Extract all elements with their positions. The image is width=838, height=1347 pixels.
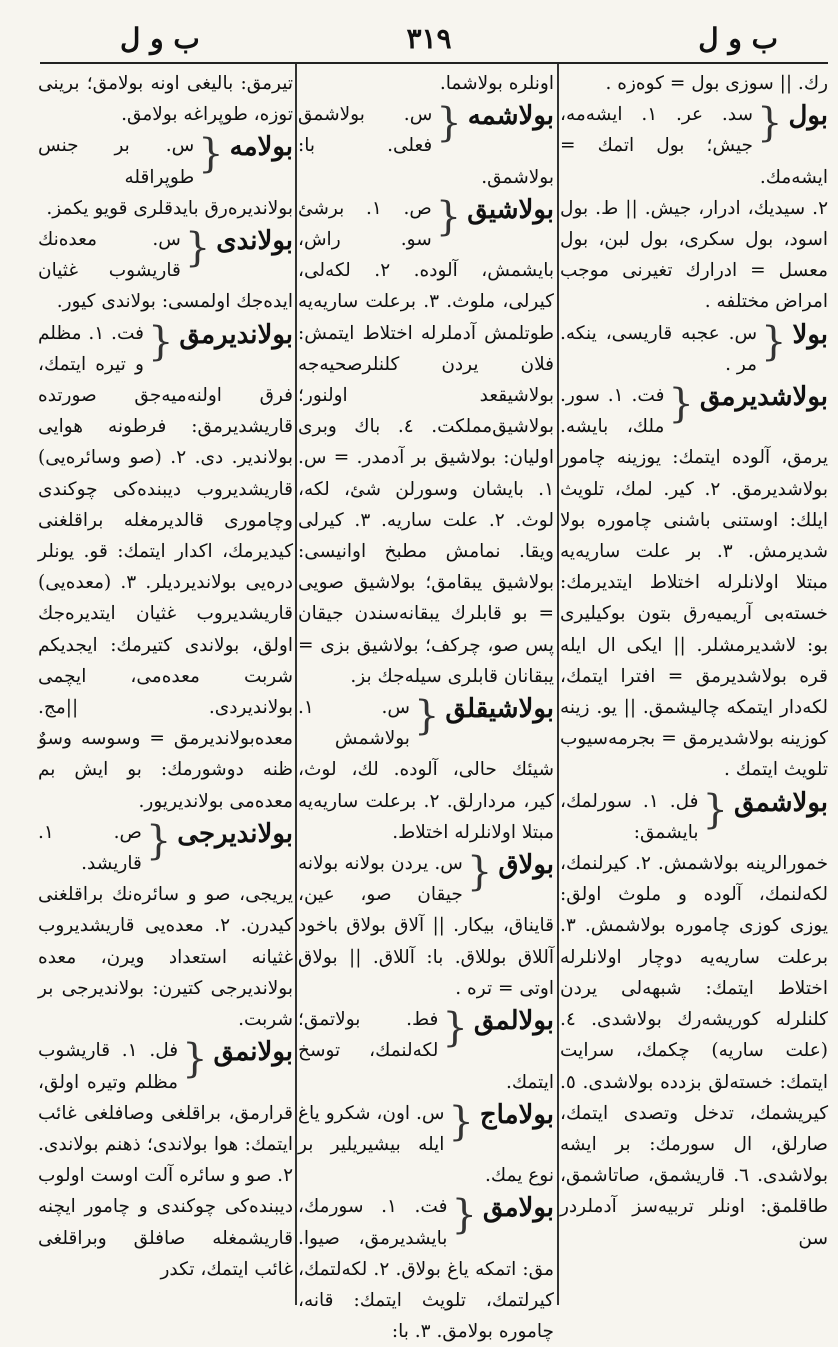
- dictionary-entry: [298, 68, 554, 99]
- header-right-letters: ب و ل: [698, 22, 778, 55]
- curly-brace-icon: {: [147, 318, 174, 365]
- entry-headword: بولاشمق: [734, 787, 828, 818]
- entry-headword: بولانديرمق: [179, 319, 293, 350]
- entry-headword: بولالمق: [473, 1006, 554, 1037]
- entry-definition: فت. ١. سور. ملك، بايشه. يرمق، آلوده ايتمك: يوزينه چامور بولاشديرمق. ٢. كير. لمك، تلويث ايلك: اوستنى باشنى چاموره بولا شديرمش. ٣. بر علت ساريه‌يه مبتلا اولانلرله اختلاط ايتديرمك: خسته‌بى آريميەرق بتون بوكيليرى بو: لاشديرمشلر. || ايكى ال ايله قره بولاشديرمق = افترا ايتمك، لكەدار ايتمكه چاليشمق. || يو. زينه كوزينه بولاشديرمق = بجرمه‌سيوب تلويث ايتمك .: [560, 385, 828, 781]
- curly-brace-icon: {: [435, 193, 462, 240]
- dictionary-entry: [38, 817, 293, 1035]
- dictionary-entry: [298, 1191, 554, 1347]
- entry-headword: بولانديرجى: [177, 818, 293, 849]
- dictionary-entry: [560, 380, 828, 786]
- dictionary-entry: [560, 786, 828, 1254]
- column-middle: [297, 68, 555, 1343]
- entry-definition: فل. ١. سورلمك، بايشمق: خمورالرينه بولاشمش. ٢. كيرلنمك، لكەلنمك، آلوده و ملوث اولق: يوزى كوزى چاموره بولاشمش. ٣. برعلت ساريه‌يه دوچار اولانلرله اختلاط ايتمك: شبهه‌لى يردن كلنلرله كوريشەرك بولاشدى. ٤. (علت ساريه) چكمك، سرايت ايتمك: خسته‌لق بزدده بولاشدى. ٥. كيريشمك، تدخل وتصدى ايتمك، صارلق، ال سورمك: بر ايشه بولاشدى. ٦. قاريشمق، صاتاشمق، طاقلمق: اونلر تربيه‌سز آدملردر سن: [560, 790, 828, 1249]
- entry-definition: رك. || سوزی بول = کوەزه .: [605, 73, 828, 94]
- column-divider-right: [557, 64, 559, 1305]
- entry-definition: ص. ١. قاريشد. يريجى، صو و سائره‌نك براقلغنى كيدرن. ٢. معده‌يى قاريشديروب غثيانه استعداد ويرن، معده بولانديرجى كتيرن: بولانديرجى بر شربت.: [38, 821, 293, 1031]
- dictionary-entry: [38, 68, 293, 130]
- dictionary-entry: [298, 848, 554, 1004]
- entry-headword: بولاشيقلق: [445, 694, 554, 725]
- curly-brace-icon: {: [145, 817, 172, 864]
- entry-headword: بولاماج: [479, 1099, 554, 1130]
- curly-brace-icon: {: [442, 1005, 468, 1052]
- curly-brace-icon: {: [451, 1192, 477, 1239]
- page-number: ٣١٩: [406, 22, 452, 55]
- entry-definition: سد. عر. ١. ايشەمه، جيش؛ بول اتمك = ايشەمك.: [560, 104, 828, 188]
- dictionary-entry: [560, 318, 828, 380]
- entry-headword: بولاق: [498, 850, 554, 881]
- entry-definition: س. اون، شكرو ياغ ايله بيشيريلير بر نوع يمك.: [297, 1102, 554, 1187]
- header-rule: [40, 62, 828, 64]
- entry-definition: اونلره بولاشما.: [439, 73, 554, 94]
- dictionary-entry: [38, 224, 293, 318]
- entry-headword: بولامه: [229, 132, 293, 163]
- curly-brace-icon: {: [182, 1036, 208, 1083]
- entry-definition: ٢. سيديك، ادرار، جيش. || ط. بول اسود، بول سكری، بول لبن، بول معسل = ادرارك تغيرنى موجب امراض مختلفه .: [560, 197, 828, 313]
- entry-definition: فت. ١. سورمك، بايشديرمق، صيوا. مق: اتمكه ياغ بولاق. ٢. لكەلتمك، كيرلتمك، تلويث ايتمك: قانه، چاموره بولامق. ٣. با:: [298, 1196, 555, 1343]
- dictionary-entry: [560, 99, 828, 193]
- entry-definition: تيرمق: باليغى اونه بولامق؛ برينى توزه، طوپراغه بولامق.: [38, 73, 293, 126]
- dictionary-entry: [560, 68, 828, 99]
- entry-headword: بولامق: [482, 1193, 554, 1224]
- entry-definition: س. يردن بولانه بولانه جيقان صو، عين، قايناق، بيكار. || آلاق بولاق باخود آللاق بوللاق. با: آللاق. || بولاق اوتى = تره .: [298, 853, 554, 999]
- curly-brace-icon: {: [466, 849, 493, 896]
- curly-brace-icon: {: [761, 318, 787, 365]
- entry-definition: س. ١. بولاشمش شيئك حالى، آلوده. لك، لوث، كير، مردارلق. ٢. برعلت ساريه‌يه مبتلا اولانلرله اختلاط.: [298, 697, 554, 843]
- entry-definition: س. بولاشمق فعلى. با: بولاشمق.: [298, 104, 554, 188]
- entry-headword: بول: [788, 101, 828, 132]
- curly-brace-icon: {: [184, 225, 211, 272]
- dictionary-entry: [38, 130, 293, 224]
- entry-definition: فل. ١. قاريشوب مظلم وتيره اولق، قرارمق، براقلغى وصافلغى غائب ايتمك: هوا بولاندى؛ ذهنم بولاندى. ٢. صو و سائره آلت اوست اولوب ديبنده‌كى چوكندى و چامور ايچنه قاريشمغله صافلق وبراقلغى غائب ايتمك، تكدر: [38, 1040, 293, 1280]
- dictionary-entry: [298, 99, 554, 193]
- entry-definition: س. عجبه قاريسى، ينكه. مر .: [560, 322, 758, 375]
- column-divider-left: [295, 64, 297, 1305]
- curly-brace-icon: {: [436, 100, 462, 147]
- curly-brace-icon: {: [668, 381, 694, 428]
- entry-definition: فت. ١. مظلم و تيره ايتمك، فرق اولنه‌ميه‌جق صورتده قاريشديرمق: فرطونه هوايى بولاندير. دى. ٢. (صو وسائره‌يى) قاريشديروب ديبنده‌كى چوكندى وچامورى قالديرمغله براقلغنى كيديرمك، اكدار ايتمك: قو. يونلر درەيى بولانديرديلر. ٣. (معده‌يى) قاريشديروب غثيان ايتديره‌جك اولق، بولاندى كتيرمك: ايجديكم شربت معده‌مى، ايچمى بولانديردى. ||مج. معده‌بولانديرمق = وسوسه وسوٌ ظنه دوشورمك: بو ايش بم معده‌مى بولانديريور.: [38, 322, 293, 812]
- dictionary-entry: [298, 1098, 554, 1192]
- entry-headword: بولا: [792, 319, 828, 350]
- curly-brace-icon: {: [448, 1098, 474, 1145]
- entry-definition: س. معده‌نك قاريشوب غثيان ايده‌جك اولمسى: بولاندى كيور.: [38, 229, 293, 313]
- column-right: [560, 68, 828, 1295]
- dictionary-entry: [298, 692, 554, 848]
- dictionary-entry: [298, 1004, 554, 1098]
- header-left-letters: ب و ل: [120, 22, 200, 55]
- entry-definition: س. بر جنس طوپراقله بولانديرەرق بايدقلرى قويو يكمز.: [38, 135, 293, 219]
- entry-headword: بولاشديرمق: [699, 382, 828, 413]
- entry-headword: بولاشيق: [467, 194, 554, 225]
- entry-definition: ص. ١. برشئ سو. راش، بايشمش، آلوده. ٢. لكەلى، كيرلى، ملوث. ٣. برعلت ساريه‌يه طوتلمش آدملرله اختلاط ايتمش: فلان يردن كلنلرصحيه‌جه بولاشيقعد اولنور؛ بولاشيق‌مملكت. ٤. باك وبرى اوليان: بولاشيق بر آدمدر. = س. ١. بايشان وسورلن شئ، لكه، لوث. ٢. علت ساريه. ٣. كيرلى ويقا. نمامش مطبخ اوانيسى: بولاشيق يبقامق؛ بولاشيق صويى = بو قابلرك يبقانه‌سندن جيقان پس صو، چركف؛ بولاشيق بزى = يبقانان قابلرى سيله‌جك بز.: [298, 197, 554, 687]
- page-header: [40, 22, 818, 62]
- dictionary-entry: [560, 193, 828, 318]
- curly-brace-icon: {: [756, 100, 783, 147]
- curly-brace-icon: {: [198, 131, 224, 178]
- curly-brace-icon: {: [413, 693, 440, 740]
- dictionary-entry: [298, 193, 554, 692]
- entry-headword: بولاشمه: [467, 101, 554, 132]
- column-left: [38, 68, 293, 1295]
- entry-headword: بولاندى: [216, 226, 293, 257]
- entry-headword: بولانمق: [213, 1037, 293, 1068]
- dictionary-entry: [38, 318, 293, 817]
- entry-definition: فط. بولاتمق؛ لكه‌لنمك، توسخ ايتمك.: [298, 1009, 554, 1093]
- curly-brace-icon: {: [702, 786, 728, 833]
- dictionary-entry: [38, 1035, 293, 1285]
